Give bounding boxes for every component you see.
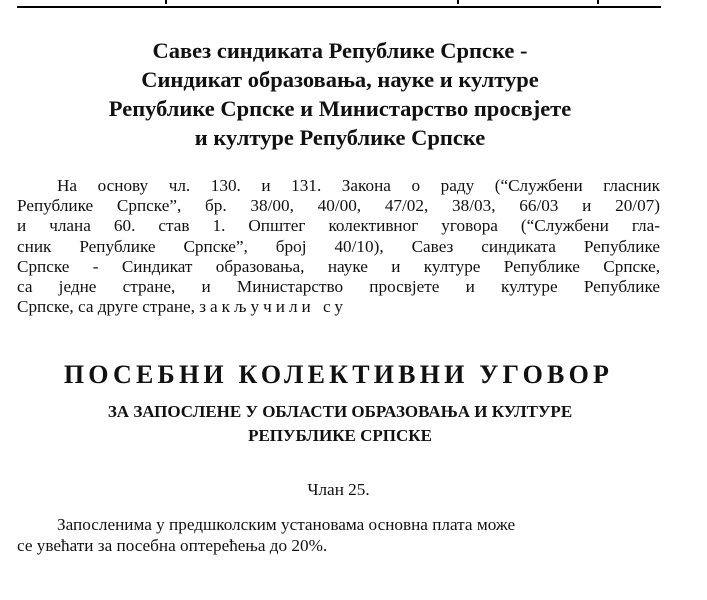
article-line: се увећати за посебна оптерећења до 20%. (17, 535, 328, 555)
preamble-line: Републике Српске”, бр. 38/00, 40/00, 47/02, 38/03, 66/03 и 20/07) (17, 196, 660, 216)
preamble-line: Српске, са друге стране, (17, 297, 195, 317)
preamble-paragraph (17, 176, 660, 317)
heading-line: Савез синдиката Републике Српске - (152, 38, 528, 63)
heading-line: Републике Српске и Министарство просвјете (108, 96, 572, 121)
preamble-line: На основу чл. 130. и 131. Закона о раду (“Службени гласник (57, 176, 660, 195)
preamble-line: са једне стране, и Министарство просвјете и културе Републике (17, 276, 660, 296)
preamble-line: Српске - Синдикат образовања, науке и културе Републике Српске, (17, 256, 660, 276)
article-heading: Члан 25. (307, 480, 370, 499)
subtitle-line: РЕПУБЛИКЕ СРПСКЕ (248, 426, 432, 445)
top-rule (17, 6, 661, 8)
article-line: Запосленима у предшколским установама основна плата може (57, 515, 516, 534)
document-title: ПОСЕБНИ КОЛЕКТИВНИ УГОВОР (63, 360, 614, 389)
heading-line: и културе Републике Српске (194, 125, 486, 150)
preamble-closing-word: закључили су (199, 297, 348, 317)
subtitle-line: ЗА ЗАПОСЛЕНЕ У ОБЛАСТИ ОБРАЗОВАЊА И КУЛТУРЕ (107, 402, 573, 421)
document-subtitle (40, 400, 640, 448)
article-paragraph (17, 515, 660, 556)
preamble-line: сник Републике Српске”, број 40/10), Савез синдиката Републике (17, 236, 660, 256)
parties-heading (40, 36, 640, 152)
preamble-line: и члана 60. став 1. Општег колективног уговора (“Службени гла- (17, 216, 660, 236)
heading-line: Синдикат образовања, науке и културе (141, 67, 539, 92)
preamble-last-line (17, 297, 660, 317)
